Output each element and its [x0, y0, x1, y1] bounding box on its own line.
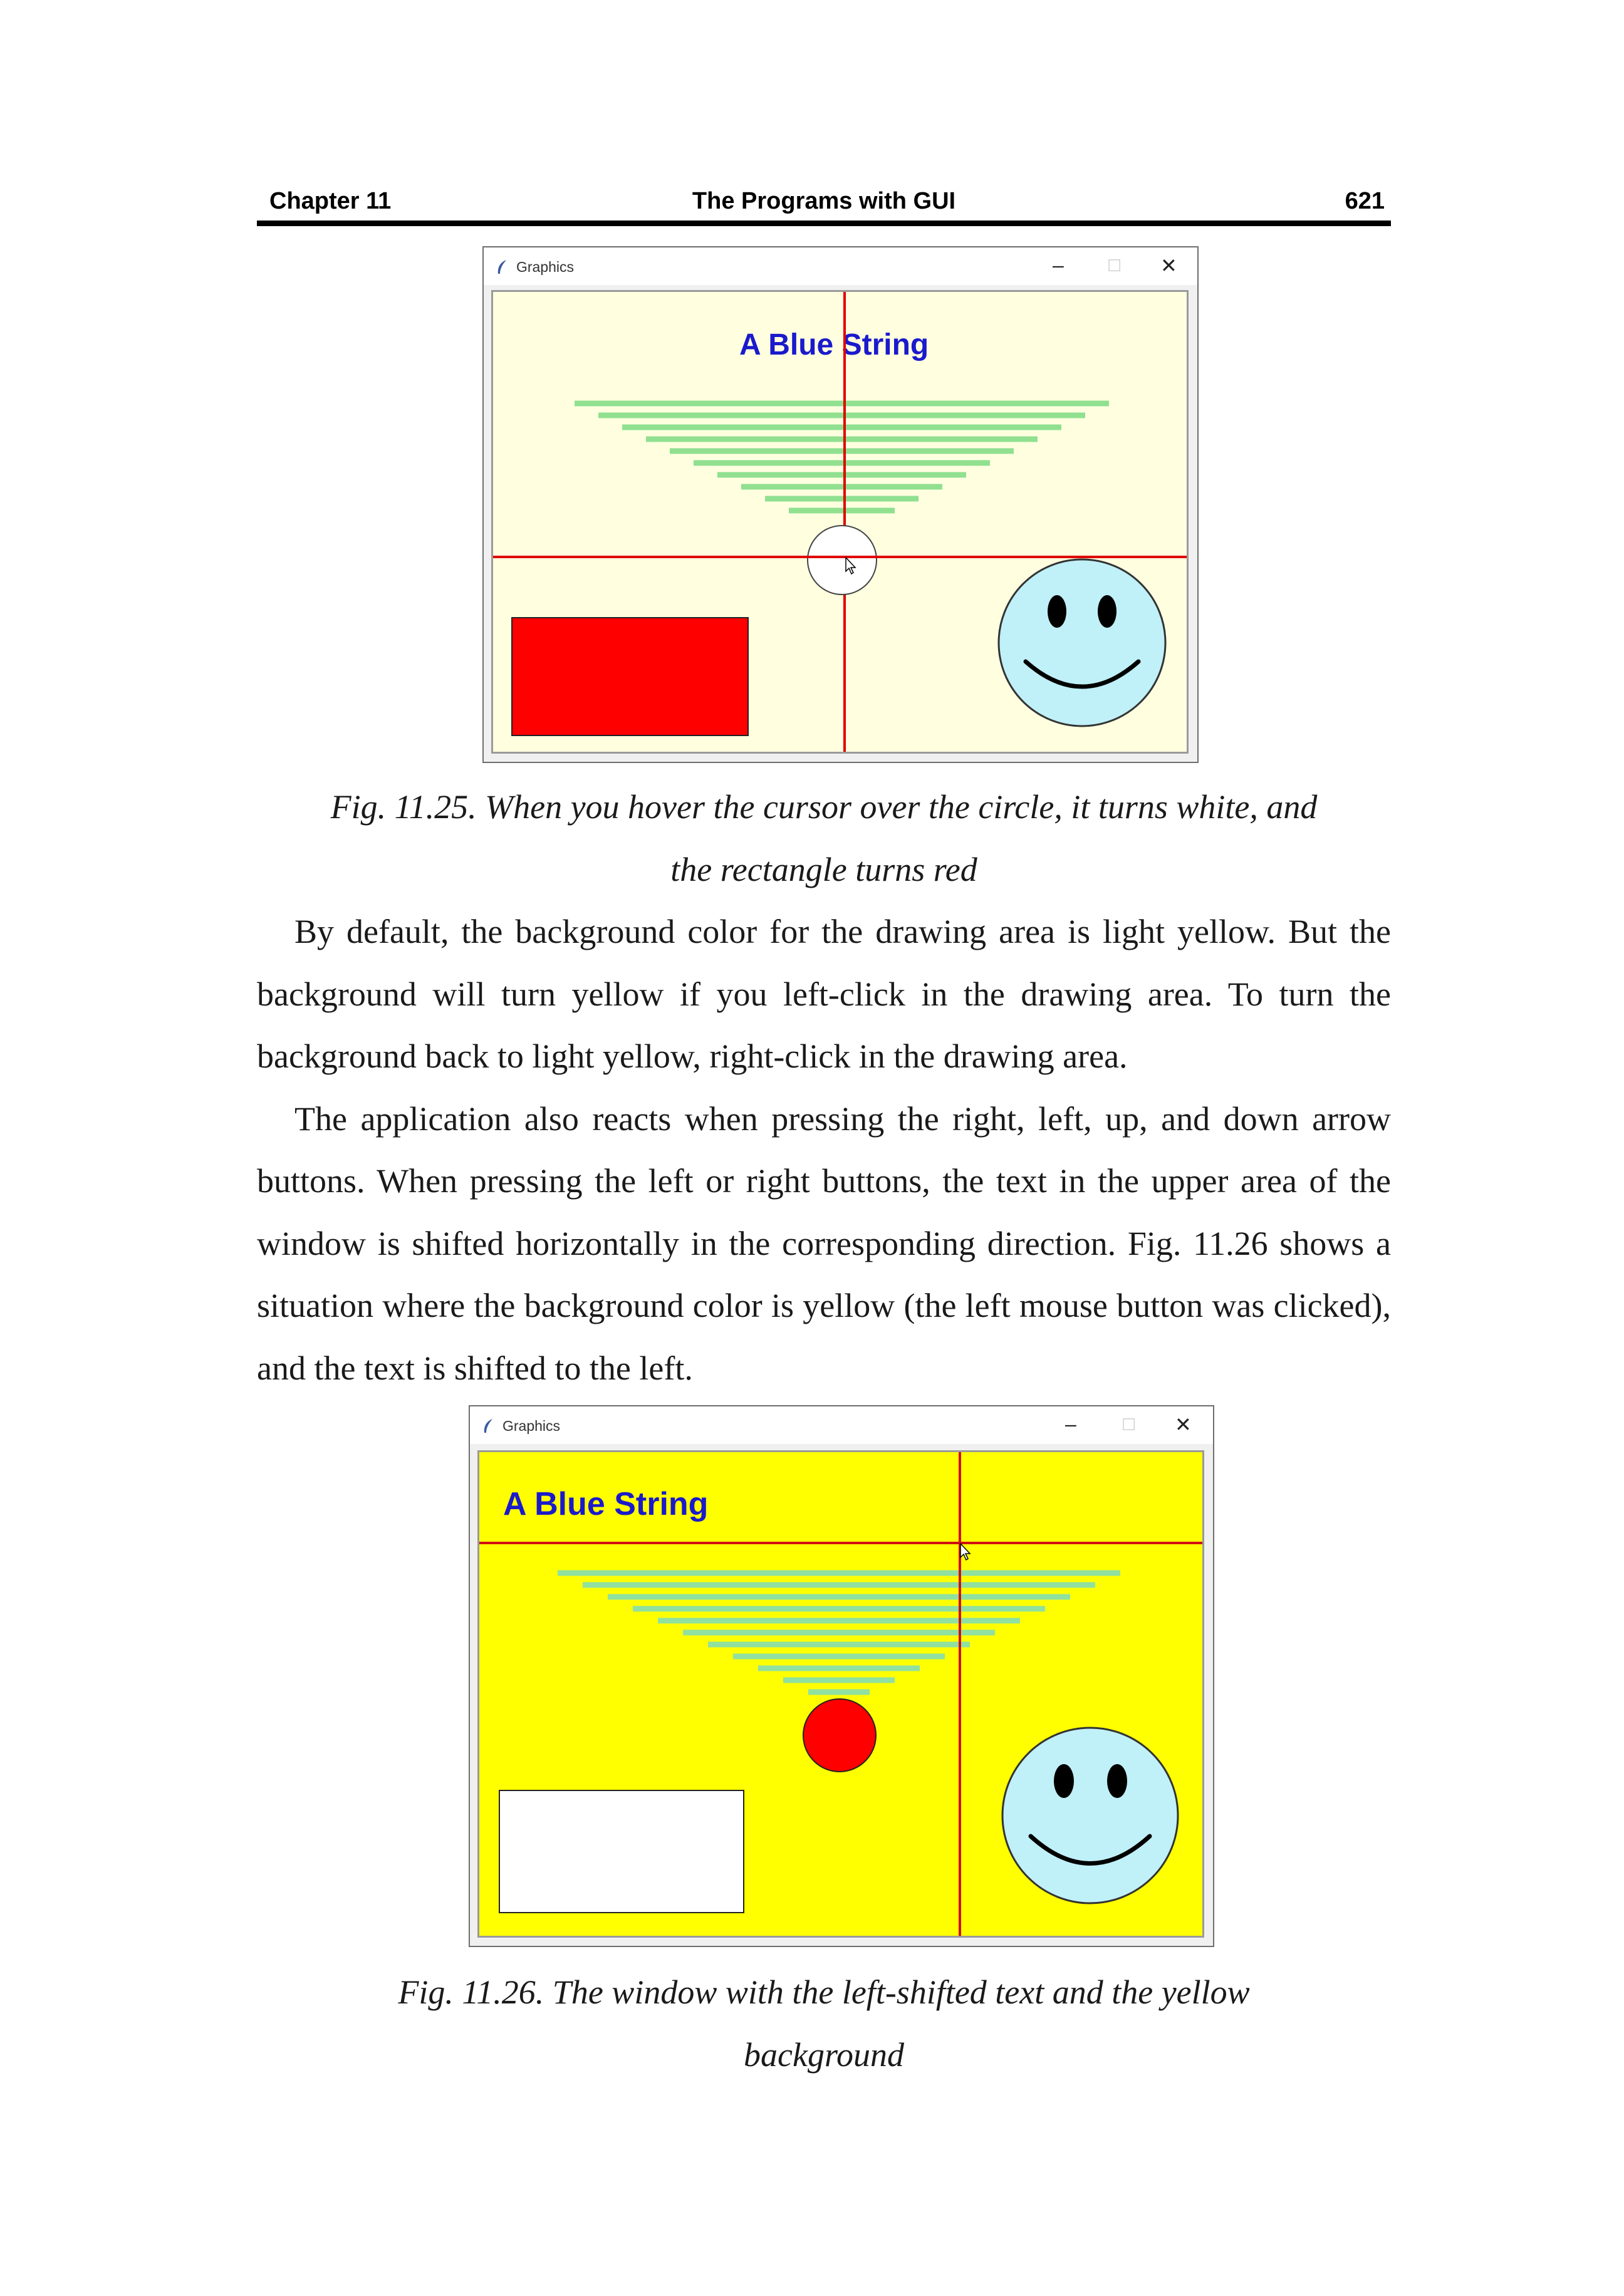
smiley-right-eye: [1107, 1764, 1127, 1798]
smiley-left-eye: [1048, 595, 1066, 628]
figure1-canvas[interactable]: [491, 290, 1189, 754]
figure2-drawing[interactable]: [479, 1452, 1202, 1936]
figure2-titlebar: [470, 1406, 1213, 1444]
hover-circle[interactable]: [808, 526, 877, 595]
smiley-right-eye: [1098, 595, 1116, 628]
figure2-caption-line2: background: [744, 2036, 904, 2074]
page-header: [257, 182, 1391, 226]
figure1-drawing[interactable]: [493, 292, 1187, 752]
header-rule: [257, 221, 1391, 226]
feather-icon: [495, 259, 509, 279]
smiley-left-eye: [1054, 1764, 1074, 1798]
smiley-face-circle: [1002, 1728, 1178, 1903]
rectangle[interactable]: [512, 618, 748, 735]
smiley-face[interactable]: [999, 559, 1165, 726]
figure1-titlebar: [484, 247, 1197, 285]
maximize-button[interactable]: ☐: [1107, 256, 1122, 275]
blue-string-text: A Blue String: [739, 328, 929, 361]
blue-string-text: A Blue String: [503, 1486, 709, 1522]
figure2-window: [469, 1405, 1214, 1947]
close-button[interactable]: ✕: [1175, 1413, 1192, 1436]
body-text: [257, 901, 1391, 1400]
figure2-canvas[interactable]: [477, 1450, 1204, 1938]
chapter-label: Chapter 11: [269, 188, 392, 214]
close-button[interactable]: ✕: [1160, 254, 1177, 277]
smiley-face[interactable]: [1002, 1728, 1178, 1903]
page-number: 621: [1345, 188, 1385, 214]
figure2-caption: [257, 1961, 1391, 2086]
feather-icon: [481, 1418, 495, 1438]
window-title: Graphics: [516, 259, 575, 275]
maximize-button[interactable]: ☐: [1122, 1415, 1137, 1434]
paragraph-1: By default, the background color for the drawing area is light yellow. But the background will turn yellow if you left-click in the drawing area. To turn the background back to light yellow, right-click in the drawing area.: [257, 913, 1391, 1075]
minimize-button[interactable]: –: [1053, 254, 1064, 276]
figure1-caption: [257, 776, 1391, 901]
window-title: Graphics: [502, 1418, 561, 1434]
figure1-window: [482, 246, 1199, 763]
figure2-caption-line1: Fig. 11.26. The window with the left-shifted text and the yellow: [398, 1973, 1250, 2011]
figure1-caption-line2: the rectangle turns red: [670, 851, 977, 888]
red-circle[interactable]: [803, 1699, 876, 1772]
minimize-button[interactable]: –: [1065, 1413, 1076, 1435]
rectangle[interactable]: [499, 1790, 744, 1913]
smiley-face-circle: [999, 559, 1165, 726]
figure1-caption-line1: Fig. 11.25. When you hover the cursor over the circle, it turns white, and: [330, 788, 1318, 826]
paragraph-2: The application also reacts when pressing the right, left, up, and down arrow buttons. When pressing the left or right buttons, the text in the upper area of the window is shifted horizontally in the corresponding direction. Fig. 11.26 shows a situation where the background color is yellow (the left mouse button was clicked), and the text is shifted to the left.: [257, 1099, 1391, 1387]
section-title: The Programs with GUI: [692, 188, 956, 214]
